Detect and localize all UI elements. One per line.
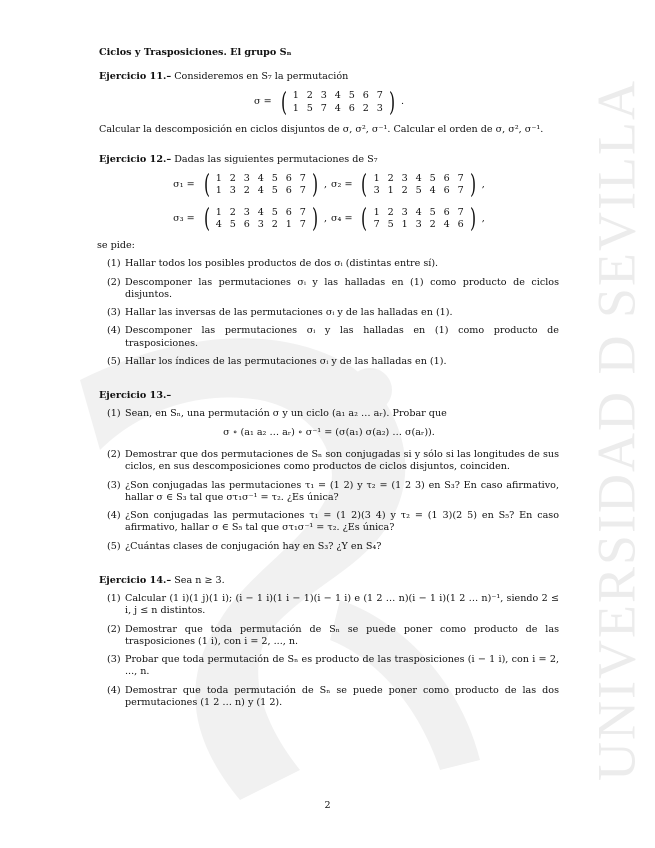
matrix-entry: 6 — [348, 102, 355, 114]
item-number: (2) — [107, 623, 121, 635]
matrix-entry: 2 — [401, 185, 408, 197]
matrix-entry: 6 — [285, 206, 292, 218]
matrix-entry: 2 — [243, 185, 250, 197]
matrix-entry: 7 — [320, 102, 327, 114]
exercise-12-items — [99, 258, 559, 368]
perm-row-2: σ₃ = ( 1 2 3 4 5 6 7 4 5 6 3 2 1 7 ) , σ₄ = ( 1 2 3 4 5 6 7 7 5 1 3 2 4 6 ) , — [173, 204, 485, 235]
matrix-entry: 6 — [243, 219, 250, 231]
list-item — [107, 258, 559, 270]
item-text: Probar que toda permutación de Sₙ es producto de las trasposiciones (i − 1 i), con i = 2, ..., n. — [125, 654, 559, 678]
exercise-13-heading: Ejercicio 13.– — [99, 390, 172, 402]
matrix-entry: 4 — [429, 185, 436, 197]
item-number: (4) — [107, 325, 121, 337]
matrix-entry: 3 — [376, 102, 383, 114]
permutation-matrix — [370, 173, 468, 198]
matrix-entry: 2 — [271, 219, 278, 231]
matrix-entry: 1 — [285, 219, 292, 231]
item-text: Sean, en Sₙ, una permutación σ y un ciclo (a₁ a₂ … aᵣ). Probar que — [125, 408, 447, 420]
exercise-14-items — [99, 593, 559, 709]
matrix-entry: 7 — [299, 219, 306, 231]
item-number: (4) — [107, 684, 121, 696]
list-item — [107, 356, 559, 368]
matrix-entry: 6 — [443, 206, 450, 218]
item-number: (5) — [107, 355, 121, 367]
item-text: ¿Son conjugadas las permutaciones τ₁ = (1 2)(3 4) y τ₂ = (1 3)(2 5) en S₅? En caso afirmativo, hallar σ ∈ S₅ tal que στ₁σ⁻¹ = τ₂. ¿Es única? — [125, 510, 559, 534]
matrix-entry: 5 — [429, 172, 436, 184]
matrix-entry: 6 — [443, 185, 450, 197]
section-title: Ciclos y Trasposiciones. El grupo Sₙ — [99, 47, 292, 58]
exercise-14-intro: Sea n ≥ 3. — [174, 574, 225, 586]
matrix-entry: 4 — [257, 185, 264, 197]
perm-sep: , — [323, 178, 327, 190]
matrix-entry: 6 — [457, 219, 464, 231]
exercise-12-heading: Ejercicio 12.– — [99, 153, 172, 165]
matrix-entry: 7 — [299, 172, 306, 184]
matrix-entry: 6 — [285, 172, 292, 184]
perm-label: σ₃ = — [173, 212, 195, 224]
list-item — [107, 325, 559, 350]
matrix-entry: 2 — [229, 206, 236, 218]
matrix-entry: 1 — [215, 206, 222, 218]
matrix-entry: 5 — [348, 90, 355, 102]
exercise-13-items — [99, 408, 559, 552]
item-number: (5) — [107, 540, 121, 552]
matrix-entry: 3 — [415, 219, 422, 231]
matrix-entry: 4 — [415, 206, 422, 218]
matrix-entry: 2 — [387, 172, 394, 184]
matrix-entry: 1 — [401, 219, 408, 231]
perm-label: σ₂ = — [331, 178, 353, 190]
matrix-entry: 3 — [257, 219, 264, 231]
university-watermark: UNIVERSIDAD D SEVILLA — [586, 79, 647, 781]
matrix-entry: 4 — [215, 219, 222, 231]
matrix-entry: 6 — [362, 90, 369, 102]
matrix-entry: 3 — [243, 206, 250, 218]
matrix-entry: 5 — [271, 185, 278, 197]
item-text: Descomponer las permutaciones σᵢ y las halladas en (1) como producto de ciclos disjuntos. — [125, 276, 559, 300]
matrix-entry: 1 — [373, 172, 380, 184]
matrix-entry: 7 — [457, 172, 464, 184]
sigma-label: σ = — [253, 96, 272, 108]
list-item — [107, 624, 559, 649]
item-number: (3) — [107, 479, 121, 491]
page-number: 2 — [324, 800, 331, 811]
item-number: (2) — [107, 276, 121, 288]
perm-label: σ₁ = — [173, 178, 195, 190]
list-item — [107, 449, 559, 474]
list-item — [107, 685, 559, 710]
matrix-entry: 1 — [373, 206, 380, 218]
exercise-11-heading: Ejercicio 11.– — [99, 71, 172, 83]
matrix-entry: 7 — [376, 90, 383, 102]
sigma-definition — [99, 87, 559, 118]
sigma-trail: . — [400, 96, 404, 108]
matrix-entry: 3 — [373, 185, 380, 197]
item-text: ¿Cuántas clases de conjugación hay en S₃? ¿Y en S₄? — [125, 540, 382, 552]
exercise-11 — [99, 71, 559, 83]
perm-label: σ₄ = — [331, 212, 353, 224]
list-item — [107, 480, 559, 505]
exercise-14 — [99, 575, 559, 587]
item-number: (2) — [107, 448, 121, 460]
perm-sep: , — [323, 212, 327, 224]
matrix-entry: 3 — [229, 185, 236, 197]
conjugation-formula: σ ∘ (a₁ a₂ … aᵣ) ∘ σ⁻¹ = (σ(a₁) σ(a₂) … σ(aᵣ)). — [223, 426, 435, 438]
item-number: (3) — [107, 654, 121, 666]
matrix-entry: 7 — [457, 206, 464, 218]
item-text: Hallar las inversas de las permutaciones σᵢ y de las halladas en (1). — [125, 307, 453, 319]
se-pide: se pide: — [97, 240, 135, 252]
matrix-entry: 1 — [215, 172, 222, 184]
list-item — [107, 277, 559, 302]
matrix-entry: 6 — [443, 172, 450, 184]
matrix-entry: 3 — [401, 172, 408, 184]
item-text: Descomponer las permutaciones σᵢ y las halladas en (1) como producto de trasposiciones. — [125, 325, 559, 349]
matrix-entry: 2 — [429, 219, 436, 231]
list-item — [107, 510, 559, 535]
item-text: Demostrar que toda permutación de Sₙ se puede poner como producto de las dos permutaciones (1 2 … n) y (1 2). — [125, 684, 559, 708]
matrix-entry: 2 — [387, 206, 394, 218]
matrix-entry: 5 — [415, 185, 422, 197]
exercise-14-heading: Ejercicio 14.– — [99, 574, 172, 586]
perm-sep: , — [481, 178, 485, 190]
matrix-entry: 1 — [292, 102, 299, 114]
perm-row-1: σ₁ = ( 1 2 3 4 5 6 7 1 3 2 4 5 6 7 ) , σ₂ = ( 1 2 3 4 5 6 7 3 1 2 5 4 6 7 ) , — [173, 170, 485, 201]
exercise-12 — [99, 154, 559, 166]
matrix-entry: 5 — [271, 206, 278, 218]
matrix-entry: 6 — [285, 185, 292, 197]
list-item: (1) Sean, en Sₙ, una permutación σ y un ciclo (a₁ a₂ … aᵣ). Probar que — [107, 408, 559, 420]
matrix-entry: 5 — [387, 219, 394, 231]
matrix-entry: 1 — [292, 90, 299, 102]
matrix-entry: 4 — [415, 172, 422, 184]
matrix-entry: 4 — [257, 206, 264, 218]
exercise-12-intro: Dadas las siguientes permutaciones de S₇ — [174, 153, 378, 165]
item-text: Demostrar que dos permutaciones de Sₙ son conjugadas si y sólo si las longitudes de sus ciclos, en sus descomposiciones como productos de ciclos disjuntos, coinciden. — [125, 448, 559, 473]
list-item — [107, 593, 559, 618]
sigma-matrix: ( 1 2 3 4 5 6 7 1 5 7 4 6 2 3 ) — [280, 87, 395, 118]
permutation-matrix — [212, 173, 310, 198]
matrix-entry: 4 — [334, 102, 341, 114]
matrix-entry: 3 — [320, 90, 327, 102]
item-number: (3) — [107, 307, 121, 319]
matrix-entry: 3 — [243, 172, 250, 184]
matrix-entry: 7 — [373, 219, 380, 231]
item-text: ¿Son conjugadas las permutaciones τ₁ = (1 2) y τ₂ = (1 2 3) en S₃? En caso afirmativo, hallar σ ∈ S₃ tal que στ₁σ⁻¹ = τ₂. ¿Es única? — [125, 479, 559, 503]
matrix-entry: 3 — [401, 206, 408, 218]
item-number: (4) — [107, 510, 121, 522]
matrix-entry: 2 — [229, 172, 236, 184]
matrix-entry: 1 — [387, 185, 394, 197]
exercise-11-intro: Consideremos en S₇ la permutación — [174, 71, 349, 83]
item-text: Hallar los índices de las permutaciones σᵢ y de las halladas en (1). — [125, 355, 447, 367]
matrix-entry: 5 — [306, 102, 313, 114]
document-body — [99, 47, 559, 719]
matrix-entry: 4 — [443, 219, 450, 231]
matrix-entry: 1 — [215, 185, 222, 197]
item-text: Calcular (1 i)(1 j)(1 i); (i − 1 i)(1 i − 1)(i − 1 i) e (1 2 … n)(i − 1 i)(1 2 … n)⁻¹, siendo 2 ≤ i, j ≤ n distintos. — [125, 593, 559, 617]
permutation-matrix — [370, 207, 468, 232]
list-item — [107, 307, 559, 319]
matrix-entry: 7 — [457, 185, 464, 197]
matrix-entry: 5 — [229, 219, 236, 231]
item-number: (1) — [107, 593, 121, 605]
item-text: Demostrar que toda permutación de Sₙ se puede poner como producto de las trasposiciones (1 i), con i = 2, ..., n. — [125, 623, 559, 647]
item-text: Hallar todos los posibles productos de dos σᵢ (distintas entre sí). — [125, 258, 439, 270]
permutation-matrix — [289, 90, 387, 115]
list-item — [107, 654, 559, 679]
matrix-entry: 4 — [257, 172, 264, 184]
matrix-entry: 7 — [299, 185, 306, 197]
matrix-entry: 2 — [362, 102, 369, 114]
exercise-11-task: Calcular la descomposición en ciclos disjuntos de σ, σ², σ⁻¹. Calcular el orden de σ, σ², σ⁻¹. — [99, 123, 544, 135]
permutation-matrix — [212, 207, 310, 232]
matrix-entry: 7 — [299, 206, 306, 218]
matrix-entry: 5 — [429, 206, 436, 218]
list-item — [107, 541, 559, 553]
perm-sep: , — [481, 212, 485, 224]
matrix-entry: 2 — [306, 90, 313, 102]
matrix-entry: 4 — [334, 90, 341, 102]
matrix-entry: 5 — [271, 172, 278, 184]
item-number: (1) — [107, 258, 121, 270]
